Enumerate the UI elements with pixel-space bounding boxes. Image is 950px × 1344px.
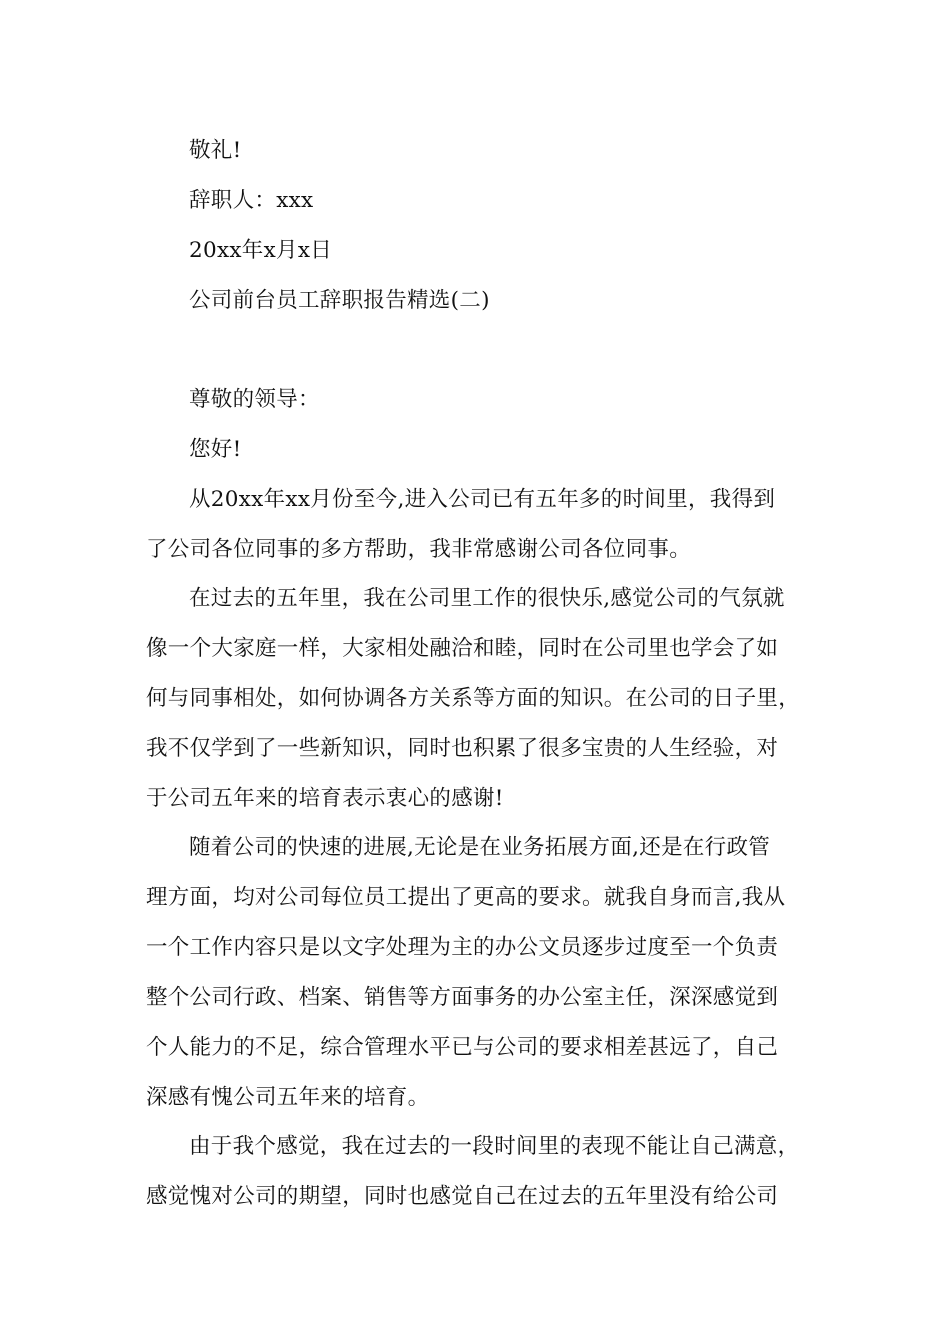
paragraph-line: 整个公司行政、档案、销售等方面事务的办公室主任，深深感觉到	[146, 985, 779, 1010]
closing-date: 20xx年x月x日	[189, 238, 333, 263]
paragraph-line: 于公司五年来的培育表示衷心的感谢!	[146, 786, 504, 811]
paragraph-line: 个人能力的不足，综合管理水平已与公司的要求相差甚远了，自己	[146, 1035, 779, 1060]
closing-salute: 敬礼!	[189, 138, 242, 163]
paragraph-line: 在过去的五年里，我在公司里工作的很快乐,感觉公司的气氛就	[189, 586, 785, 611]
paragraph-line: 一个工作内容只是以文字处理为主的办公文员逐步过度至一个负责	[146, 935, 779, 960]
greeting-hello: 您好!	[189, 437, 242, 462]
paragraph-line: 随着公司的快速的进展,无论是在业务拓展方面,还是在行政管	[189, 835, 771, 860]
paragraph-line: 从20xx年xx月份至今,进入公司已有五年多的时间里，我得到	[189, 487, 776, 512]
paragraph-line: 由于我个感觉，我在过去的一段时间里的表现不能让自己满意，	[189, 1134, 800, 1159]
paragraph-line: 深感有愧公司五年来的培育。	[146, 1085, 430, 1110]
section-title: 公司前台员工辞职报告精选(二)	[189, 288, 490, 313]
paragraph-line: 我不仅学到了一些新知识，同时也积累了很多宝贵的人生经验，对	[146, 736, 779, 761]
paragraph-line: 何与同事相处，如何协调各方关系等方面的知识。在公司的日子里，	[146, 686, 801, 711]
closing-signer: 辞职人：xxx	[189, 188, 314, 213]
greeting-addressee: 尊敬的领导：	[189, 387, 320, 412]
paragraph-line: 像一个大家庭一样，大家相处融洽和睦，同时在公司里也学会了如	[146, 636, 779, 661]
paragraph-line: 感觉愧对公司的期望，同时也感觉自己在过去的五年里没有给公司	[146, 1184, 779, 1209]
paragraph-line: 理方面，均对公司每位员工提出了更高的要求。就我自身而言,我从	[146, 885, 786, 910]
paragraph-line: 了公司各位同事的多方帮助，我非常感谢公司各位同事。	[146, 537, 692, 562]
